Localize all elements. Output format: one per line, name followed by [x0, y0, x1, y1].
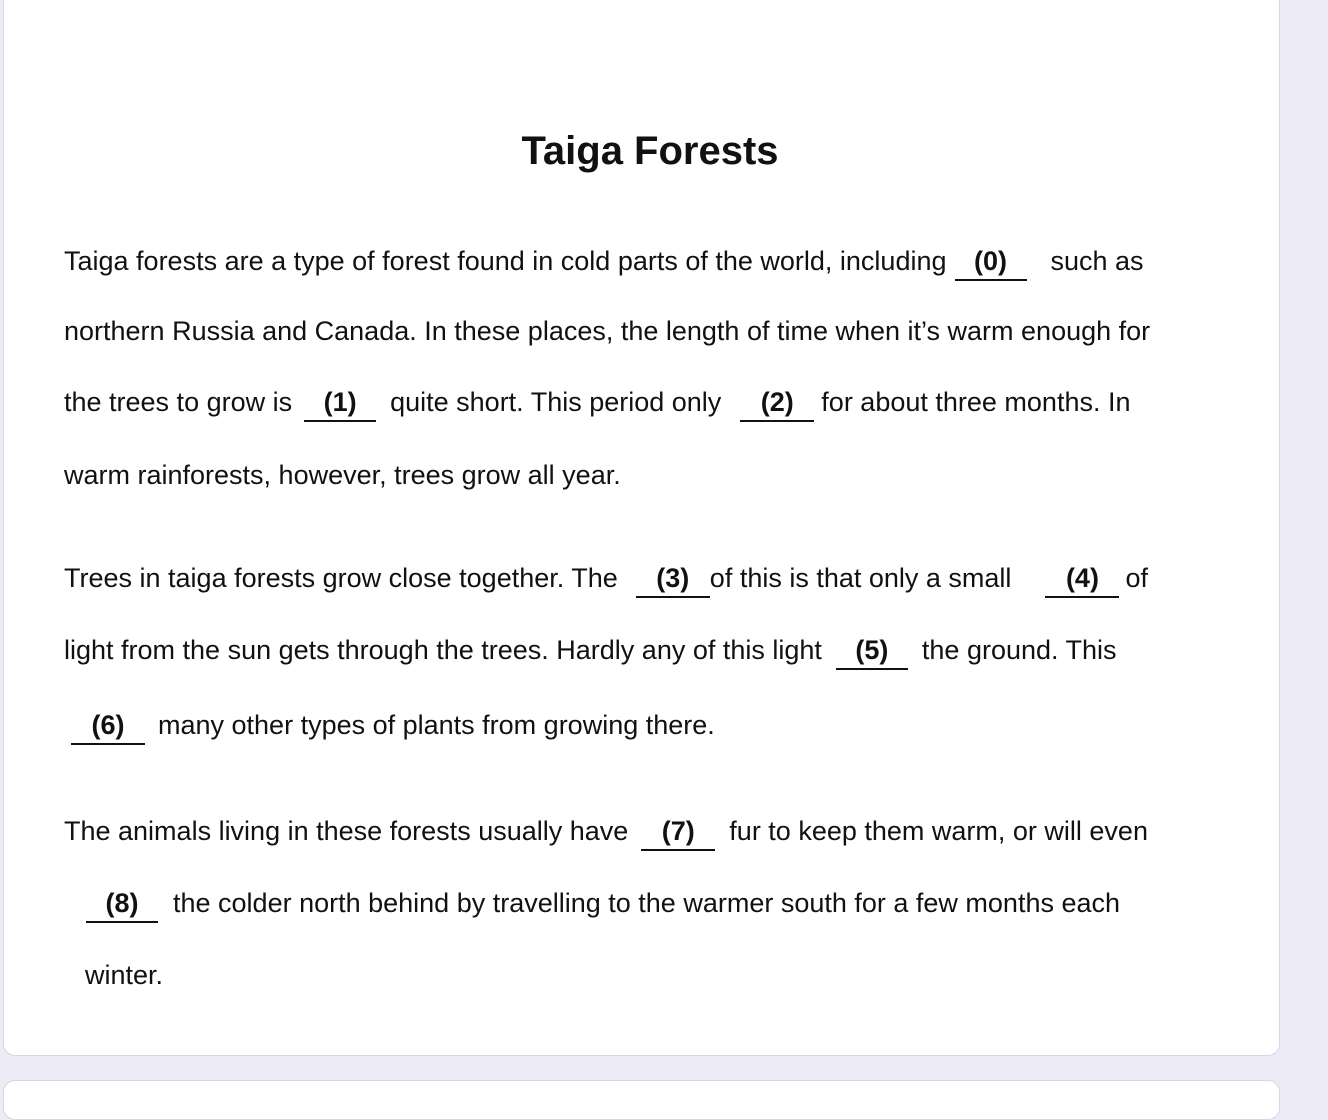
paragraph-2-line-3: (6) many other types of plants from growing there. — [71, 708, 715, 745]
paragraph-3-line-2: (8) the colder north behind by travelling to the warmer south for a few months each — [86, 886, 1120, 923]
paragraph-1-line-4: warm rainforests, however, trees grow all year. — [64, 460, 621, 490]
gap-8[interactable]: (8) — [86, 888, 158, 923]
paragraph-2-line-2: light from the sun gets through the trees. Hardly any of this light (5) the ground. This — [64, 633, 1117, 670]
gap-6[interactable]: (6) — [71, 710, 145, 745]
paragraph-1-line-1: Taiga forests are a type of forest found in cold parts of the world, including (0) such as — [64, 244, 1144, 281]
gap-1[interactable]: (1) — [304, 387, 376, 422]
gap-3[interactable]: (3) — [636, 563, 710, 598]
gap-7[interactable]: (7) — [641, 816, 715, 851]
paragraph-1-line-2: northern Russia and Canada. In these places, the length of time when it’s warm enough for — [64, 316, 1151, 346]
paragraph-2-line-1: Trees in taiga forests grow close together. The (3) of this is that only a small (4) of — [64, 561, 1148, 598]
paragraph-3-line-1: The animals living in these forests usually have (7) fur to keep them warm, or will even — [64, 814, 1148, 851]
gap-4[interactable]: (4) — [1045, 563, 1119, 598]
paragraph-1-line-3: the trees to grow is (1) quite short. This period only (2) for about three months. In — [64, 385, 1130, 422]
next-card — [3, 1080, 1280, 1120]
gap-2[interactable]: (2) — [740, 387, 814, 422]
gap-5[interactable]: (5) — [836, 635, 908, 670]
gap-0[interactable]: (0) — [955, 246, 1027, 281]
page-title: Taiga Forests — [521, 129, 779, 173]
paragraph-3-line-3: winter. — [85, 960, 164, 990]
